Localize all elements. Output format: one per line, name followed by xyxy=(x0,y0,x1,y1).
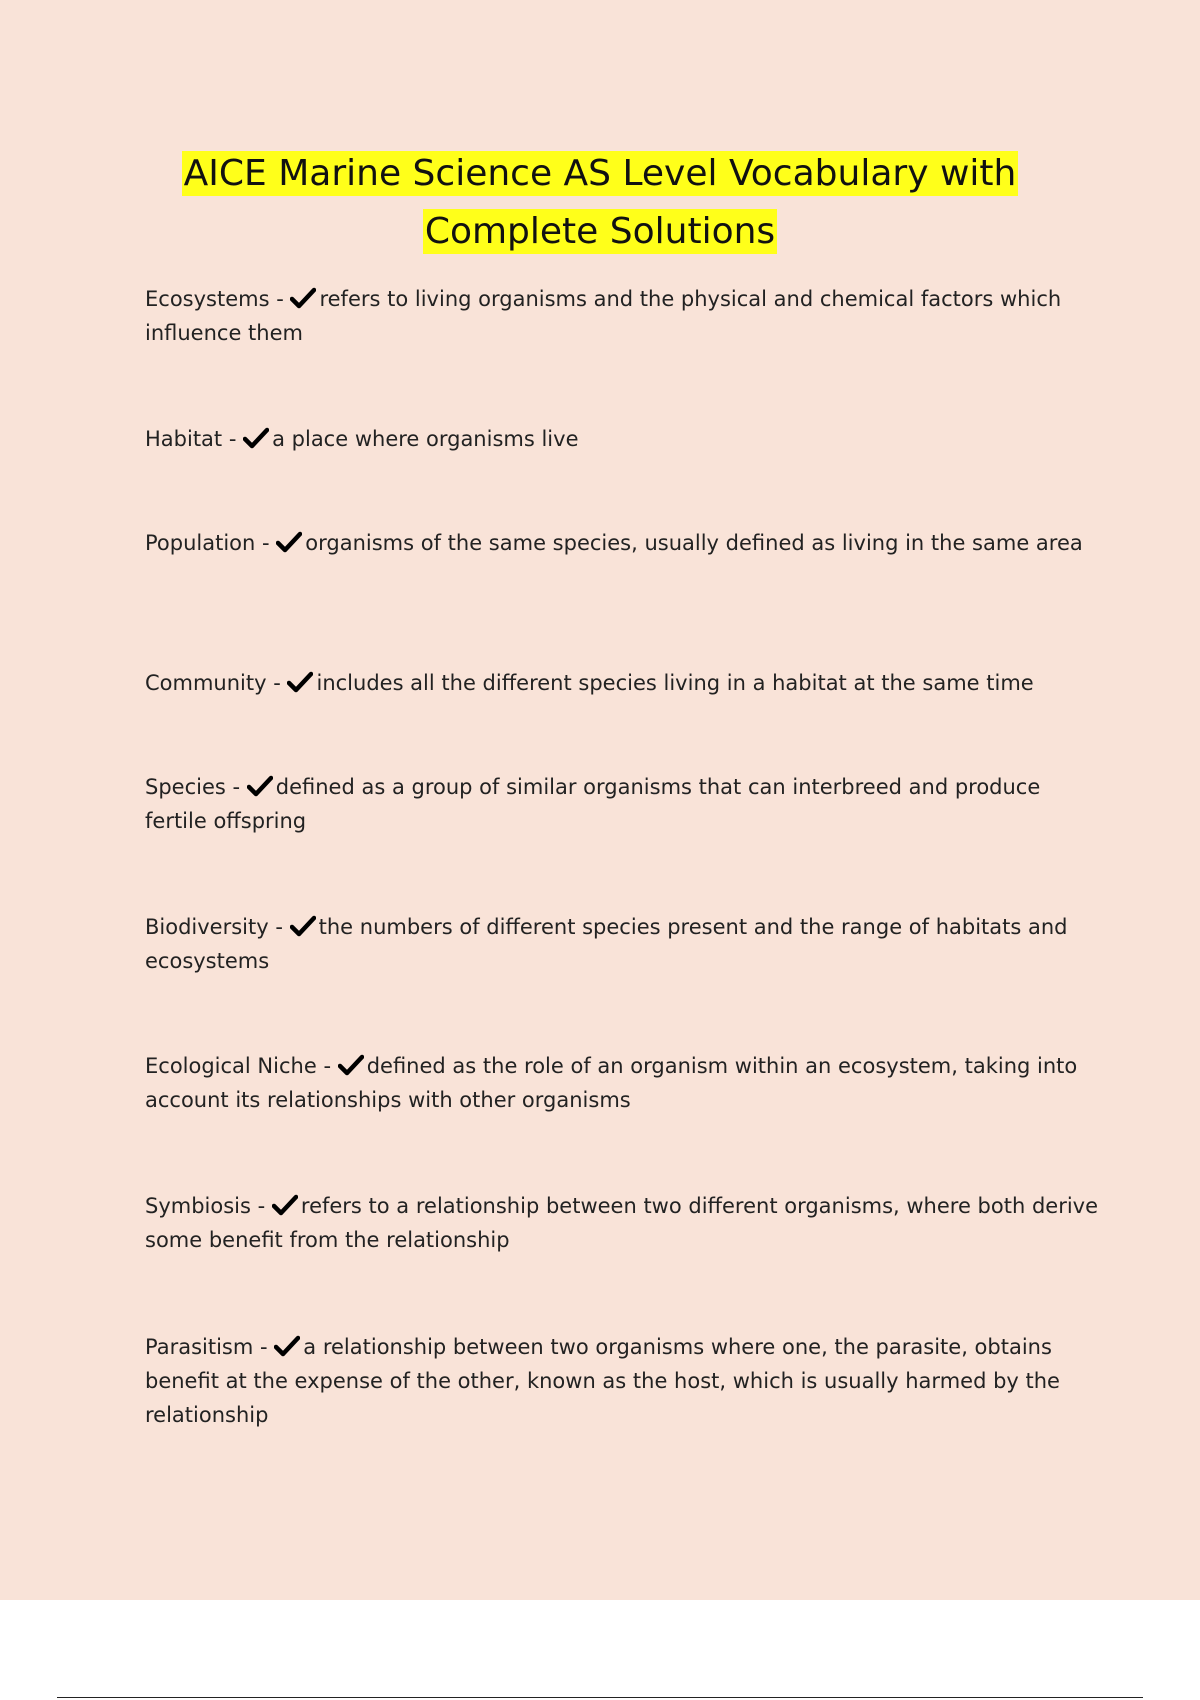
entry-term: Ecological Niche xyxy=(145,1054,317,1078)
entry-separator: - xyxy=(255,531,277,555)
entry-term: Biodiversity xyxy=(145,915,269,939)
vocab-entry-symbiosis xyxy=(145,1189,1100,1257)
check-icon xyxy=(290,915,316,937)
entry-separator: - xyxy=(222,427,244,451)
vocab-entry-parasitism xyxy=(145,1330,1100,1432)
entry-definition: organisms of the same species, usually defined as living in the same area xyxy=(305,531,1083,555)
entry-definition: a place where organisms live xyxy=(272,427,579,451)
entry-definition: includes all the different species living in a habitat at the same time xyxy=(316,671,1034,695)
footer-divider xyxy=(57,1697,1143,1698)
entry-definition: the numbers of different species present and the range of habitats and ecosystems xyxy=(145,915,1068,973)
vocab-entry-population xyxy=(145,526,1100,560)
entry-separator: - xyxy=(250,1194,272,1218)
entry-term: Ecosystems xyxy=(145,287,270,311)
entry-separator: - xyxy=(266,671,288,695)
entry-definition: refers to living organisms and the physical and chemical factors which influence them xyxy=(145,287,1062,345)
page-title xyxy=(100,145,1100,261)
entry-definition: defined as a group of similar organisms that can interbreed and produce fertile offspring xyxy=(145,775,1041,833)
vocab-entry-ecosystems xyxy=(145,282,1100,350)
check-icon xyxy=(272,1194,298,1216)
entry-term: Community xyxy=(145,671,267,695)
entry-term: Population xyxy=(145,531,256,555)
check-icon xyxy=(290,287,316,309)
check-icon xyxy=(287,671,313,693)
entry-separator: - xyxy=(253,1335,275,1359)
check-icon xyxy=(247,775,273,797)
entry-definition: refers to a relationship between two different organisms, where both derive some benefit from the relationship xyxy=(145,1194,1099,1252)
entry-term: Habitat xyxy=(145,427,223,451)
vocab-entry-ecological-niche xyxy=(145,1049,1100,1117)
check-icon xyxy=(243,427,269,449)
entry-term: Species xyxy=(145,775,226,799)
title-line-1: AICE Marine Science AS Level Vocabulary with xyxy=(183,153,1017,194)
check-icon xyxy=(274,1335,300,1357)
check-icon xyxy=(276,531,302,553)
entry-separator: - xyxy=(269,287,291,311)
vocab-entry-species xyxy=(145,770,1100,838)
entry-separator: - xyxy=(268,915,290,939)
entry-definition: defined as the role of an organism within an ecosystem, taking into account its relationships with other organisms xyxy=(145,1054,1078,1112)
check-icon xyxy=(338,1054,364,1076)
entry-separator: - xyxy=(316,1054,338,1078)
vocab-entry-habitat xyxy=(145,422,1100,456)
entry-separator: - xyxy=(225,775,247,799)
entry-definition: a relationship between two organisms where one, the parasite, obtains benefit at the expense of the other, known as the host, which is usually harmed by the relationship xyxy=(145,1335,1060,1427)
title-line-2: Complete Solutions xyxy=(424,211,776,252)
entry-term: Parasitism xyxy=(145,1335,254,1359)
entry-term: Symbiosis xyxy=(145,1194,251,1218)
vocab-entry-community xyxy=(145,666,1100,700)
vocab-entry-biodiversity xyxy=(145,910,1100,978)
